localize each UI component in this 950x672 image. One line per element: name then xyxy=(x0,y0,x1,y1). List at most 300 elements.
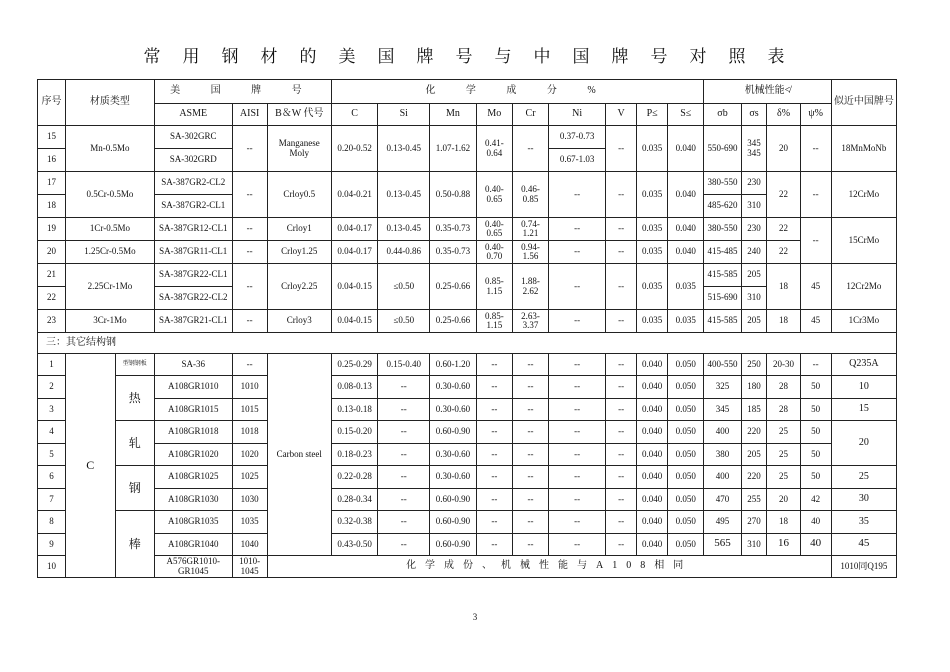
header-mn: Mn xyxy=(430,104,477,126)
si-cell: 0.13-0.45 xyxy=(378,172,430,218)
cn-cell: 30 xyxy=(831,488,896,511)
si-cell: 0.15-0.40 xyxy=(378,354,430,376)
aisi-cell: -- xyxy=(232,310,267,333)
cr-cell: -- xyxy=(512,126,548,172)
header-sb: σb xyxy=(704,104,741,126)
table-row xyxy=(38,376,897,399)
aisi-cell: 1018 xyxy=(232,421,267,444)
d-cell: 22 xyxy=(767,172,800,218)
mo-cell: -- xyxy=(476,398,512,421)
c-cell: 0.15-0.20 xyxy=(331,421,378,444)
c-cell: 0.43-0.50 xyxy=(331,533,378,556)
ni-cell: -- xyxy=(549,172,606,218)
ss-cell: 250 xyxy=(741,354,767,376)
psi-cell: 50 xyxy=(800,421,831,444)
ss-cell: 185 xyxy=(741,398,767,421)
p-cell: 0.035 xyxy=(637,126,668,172)
mo-cell: 0.41-0.64 xyxy=(476,126,512,172)
cr-cell: -- xyxy=(512,488,548,511)
psi-cell: 40 xyxy=(800,511,831,534)
v-cell: -- xyxy=(606,511,637,534)
v-cell: -- xyxy=(606,218,637,241)
mn-cell: 0.60-0.90 xyxy=(430,488,477,511)
header-asme: ASME xyxy=(154,104,232,126)
header-aisi: AISI xyxy=(232,104,267,126)
row-no: 15 xyxy=(38,126,66,149)
mo-cell: -- xyxy=(476,488,512,511)
row-no: 4 xyxy=(38,421,66,444)
c-cell: 0.13-0.18 xyxy=(331,398,378,421)
type-cell: 2.25Cr-1Mo xyxy=(65,264,154,310)
asme-cell: SA-36 xyxy=(154,354,232,376)
bw-cell: Carbon steel xyxy=(267,354,331,556)
page-number: 3 xyxy=(472,612,478,622)
row-no: 8 xyxy=(38,511,66,534)
mn-cell: 0.30-0.60 xyxy=(430,443,477,466)
table-row xyxy=(38,488,897,511)
row-no: 5 xyxy=(38,443,66,466)
cn-cell: 25 xyxy=(831,466,896,489)
ss-cell: 230 xyxy=(741,172,767,195)
row-no: 20 xyxy=(38,241,66,264)
type-cell: 1.25Cr-0.5Mo xyxy=(65,241,154,264)
asme-cell: A108GR1018 xyxy=(154,421,232,444)
header-cn: 似近中国牌号 xyxy=(831,80,896,126)
v-cell: -- xyxy=(606,241,637,264)
d-cell: 28 xyxy=(767,398,800,421)
cr-cell: 1.88-2.62 xyxy=(512,264,548,310)
aisi-cell: 1040 xyxy=(232,533,267,556)
bw-cell: Crloy0.5 xyxy=(267,172,331,218)
bw-cell: Manganese Moly xyxy=(267,126,331,172)
hot-rolled-label: 钢 xyxy=(115,466,154,511)
header-ni: Ni xyxy=(549,104,606,126)
cr-cell: -- xyxy=(512,533,548,556)
sb-cell: 380-550 xyxy=(704,172,741,195)
d-cell: 22 xyxy=(767,241,800,264)
psi-cell: 50 xyxy=(800,376,831,399)
ss-cell: 220 xyxy=(741,421,767,444)
d-cell: 25 xyxy=(767,443,800,466)
cn-cell: 35 xyxy=(831,511,896,534)
v-cell: -- xyxy=(606,376,637,399)
c-cell: 0.22-0.28 xyxy=(331,466,378,489)
bw-cell: Crloy1.25 xyxy=(267,241,331,264)
aisi-cell: 1030 xyxy=(232,488,267,511)
asme-cell: SA-387GR2-CL1 xyxy=(154,195,232,218)
row-no: 2 xyxy=(38,376,66,399)
header-bw: B＆W 代号 xyxy=(267,104,331,126)
ni-cell: -- xyxy=(549,488,606,511)
ni-cell: 0.37-0.73 xyxy=(549,126,606,149)
mo-cell: 0.85-1.15 xyxy=(476,264,512,310)
d-cell: 28 xyxy=(767,376,800,399)
cn-cell: 45 xyxy=(831,533,896,556)
table-row xyxy=(38,466,897,489)
hot-rolled-label: 热 xyxy=(115,376,154,421)
v-cell: -- xyxy=(606,443,637,466)
d-cell: 18 xyxy=(767,310,800,333)
table-row xyxy=(38,218,897,241)
mn-cell: 0.60-0.90 xyxy=(430,421,477,444)
v-cell: -- xyxy=(606,466,637,489)
cr-cell: -- xyxy=(512,376,548,399)
mo-cell: 0.40-0.70 xyxy=(476,241,512,264)
mo-cell: -- xyxy=(476,376,512,399)
asme-cell: SA-387GR22-CL1 xyxy=(154,264,232,287)
psi-cell: 45 xyxy=(800,310,831,333)
ss-cell: 310 xyxy=(741,287,767,310)
ni-cell: -- xyxy=(549,218,606,241)
sb-cell: 325 xyxy=(704,376,741,399)
row-no: 22 xyxy=(38,287,66,310)
header-psi: ψ% xyxy=(800,104,831,126)
mo-cell: -- xyxy=(476,354,512,376)
row-no: 16 xyxy=(38,149,66,172)
header-mo: Mo xyxy=(476,104,512,126)
psi-cell: 50 xyxy=(800,443,831,466)
mo-cell: -- xyxy=(476,533,512,556)
ss-cell: 345 345 xyxy=(741,126,767,172)
p-cell: 0.040 xyxy=(637,488,668,511)
section-heading: 三：其它结构钢 xyxy=(38,333,897,354)
cn-cell: 15 xyxy=(831,398,896,421)
s-cell: 0.040 xyxy=(668,126,704,172)
asme-cell: SA-302GRC xyxy=(154,126,232,149)
table-row xyxy=(38,126,897,149)
row-no: 1 xyxy=(38,354,66,376)
sb-cell: 400 xyxy=(704,421,741,444)
v-cell: -- xyxy=(606,172,637,218)
cr-cell: 2.63-3.37 xyxy=(512,310,548,333)
bw-cell: Crloy2.25 xyxy=(267,264,331,310)
cr-cell: 0.74-1.21 xyxy=(512,218,548,241)
p-cell: 0.040 xyxy=(637,421,668,444)
si-cell: ≤0.50 xyxy=(378,310,430,333)
v-cell: -- xyxy=(606,354,637,376)
si-cell: 0.13-0.45 xyxy=(378,126,430,172)
header-c: C xyxy=(331,104,378,126)
c-cell: 0.18-0.23 xyxy=(331,443,378,466)
type-cell: 0.5Cr-0.5Mo xyxy=(65,172,154,218)
aisi-cell: -- xyxy=(232,172,267,218)
d-cell: 20 xyxy=(767,126,800,172)
mo-cell: -- xyxy=(476,421,512,444)
ss-cell: 310 xyxy=(741,533,767,556)
sb-cell: 380-550 xyxy=(704,218,741,241)
row-no: 7 xyxy=(38,488,66,511)
ss-cell: 220 xyxy=(741,466,767,489)
asme-cell: SA-387GR22-CL2 xyxy=(154,287,232,310)
v-cell: -- xyxy=(606,421,637,444)
mn-cell: 0.30-0.60 xyxy=(430,398,477,421)
c-cell: 0.04-0.15 xyxy=(331,264,378,310)
psi-cell: 45 xyxy=(800,264,831,310)
cr-cell: -- xyxy=(512,421,548,444)
s-cell: 0.040 xyxy=(668,241,704,264)
p-cell: 0.035 xyxy=(637,241,668,264)
d-cell: 25 xyxy=(767,421,800,444)
asme-cell: A108GR1025 xyxy=(154,466,232,489)
mn-cell: 0.30-0.60 xyxy=(430,466,477,489)
c-cell: 0.20-0.52 xyxy=(331,126,378,172)
asme-cell: SA-302GRD xyxy=(154,149,232,172)
table-row xyxy=(38,172,897,195)
asme-cell: A576GR1010-GR1045 xyxy=(154,556,232,578)
table-row xyxy=(38,511,897,534)
v-cell: -- xyxy=(606,488,637,511)
p-cell: 0.040 xyxy=(637,354,668,376)
table-row xyxy=(38,241,897,264)
sb-cell: 470 xyxy=(704,488,741,511)
s-cell: 0.050 xyxy=(668,466,704,489)
cn-cell: 1010同Q195 xyxy=(831,556,896,578)
c-cell: 0.04-0.21 xyxy=(331,172,378,218)
cr-cell: 0.46-0.85 xyxy=(512,172,548,218)
d-cell: 20-30 xyxy=(767,354,800,376)
p-cell: 0.040 xyxy=(637,443,668,466)
s-cell: 0.050 xyxy=(668,421,704,444)
mn-cell: 1.07-1.62 xyxy=(430,126,477,172)
asme-cell: A108GR1020 xyxy=(154,443,232,466)
cn-cell: 12Cr2Mo xyxy=(831,264,896,310)
sb-cell: 400-550 xyxy=(704,354,741,376)
sb-cell: 565 xyxy=(704,533,741,556)
cr-cell: -- xyxy=(512,398,548,421)
s-cell: 0.035 xyxy=(668,264,704,310)
si-cell: -- xyxy=(378,488,430,511)
p-cell: 0.035 xyxy=(637,172,668,218)
p-cell: 0.040 xyxy=(637,466,668,489)
si-cell: ≤0.50 xyxy=(378,264,430,310)
v-cell: -- xyxy=(606,533,637,556)
aisi-cell: -- xyxy=(232,126,267,172)
d-cell: 25 xyxy=(767,466,800,489)
sb-cell: 345 xyxy=(704,398,741,421)
si-cell: -- xyxy=(378,376,430,399)
row-no: 23 xyxy=(38,310,66,333)
cr-cell: -- xyxy=(512,511,548,534)
aisi-cell: 1015 xyxy=(232,398,267,421)
mo-cell: 0.40-0.65 xyxy=(476,218,512,241)
s-cell: 0.050 xyxy=(668,398,704,421)
aisi-cell: -- xyxy=(232,218,267,241)
table-row xyxy=(38,264,897,287)
row-no: 19 xyxy=(38,218,66,241)
row-no: 10 xyxy=(38,556,66,578)
sb-cell: 400 xyxy=(704,466,741,489)
s-cell: 0.050 xyxy=(668,488,704,511)
d-cell: 22 xyxy=(767,218,800,241)
header-us-grade: 美 国 牌 号 xyxy=(154,80,331,104)
asme-cell: SA-387GR12-CL1 xyxy=(154,218,232,241)
sb-cell: 415-485 xyxy=(704,241,741,264)
psi-cell: 40 xyxy=(800,533,831,556)
asme-cell: A108GR1010 xyxy=(154,376,232,399)
sb-cell: 380 xyxy=(704,443,741,466)
cr-cell: -- xyxy=(512,466,548,489)
v-cell: -- xyxy=(606,264,637,310)
v-cell: -- xyxy=(606,310,637,333)
ni-cell: -- xyxy=(549,443,606,466)
sb-cell: 415-585 xyxy=(704,264,741,287)
ss-cell: 240 xyxy=(741,241,767,264)
p-cell: 0.040 xyxy=(637,398,668,421)
bw-cell: Crloy1 xyxy=(267,218,331,241)
v-cell: -- xyxy=(606,126,637,172)
ni-cell: -- xyxy=(549,354,606,376)
p-cell: 0.035 xyxy=(637,264,668,310)
mn-cell: 0.60-0.90 xyxy=(430,511,477,534)
type-cell: 1Cr-0.5Mo xyxy=(65,218,154,241)
si-cell: -- xyxy=(378,466,430,489)
header-si: Si xyxy=(378,104,430,126)
s-cell: 0.050 xyxy=(668,376,704,399)
d-cell: 20 xyxy=(767,488,800,511)
table-row xyxy=(38,421,897,444)
table-row xyxy=(38,354,897,376)
header-ss: σs xyxy=(741,104,767,126)
mn-cell: 0.50-0.88 xyxy=(430,172,477,218)
sb-cell: 495 xyxy=(704,511,741,534)
aisi-cell: 1010-1045 xyxy=(232,556,267,578)
row-no: 18 xyxy=(38,195,66,218)
asme-cell: A108GR1030 xyxy=(154,488,232,511)
c-cell: 0.32-0.38 xyxy=(331,511,378,534)
header-mech: 机械性能≮ xyxy=(704,80,831,104)
table-row xyxy=(38,443,897,466)
subtype-cell: 型钢钢板 xyxy=(115,354,154,376)
ni-cell: -- xyxy=(549,511,606,534)
s-cell: 0.050 xyxy=(668,443,704,466)
d-cell: 18 xyxy=(767,511,800,534)
aisi-cell: -- xyxy=(232,264,267,310)
psi-cell: 50 xyxy=(800,466,831,489)
psi-cell: 42 xyxy=(800,488,831,511)
row-no: 3 xyxy=(38,398,66,421)
same-as-a108-note: 化学成份、机械性能与A108相同 xyxy=(267,556,831,578)
table-row xyxy=(38,556,897,578)
c-cell: 0.04-0.15 xyxy=(331,310,378,333)
p-cell: 0.040 xyxy=(637,511,668,534)
bw-cell: Crloy3 xyxy=(267,310,331,333)
si-cell: 0.13-0.45 xyxy=(378,218,430,241)
psi-cell: -- xyxy=(800,354,831,376)
s-cell: 0.035 xyxy=(668,310,704,333)
mn-cell: 0.25-0.66 xyxy=(430,310,477,333)
aisi-cell: 1020 xyxy=(232,443,267,466)
p-cell: 0.035 xyxy=(637,218,668,241)
aisi-cell: 1025 xyxy=(232,466,267,489)
mo-cell: 0.40-0.65 xyxy=(476,172,512,218)
mo-cell: 0.85-1.15 xyxy=(476,310,512,333)
psi-cell: -- xyxy=(800,172,831,218)
table-row xyxy=(38,533,897,556)
ss-cell: 205 xyxy=(741,264,767,287)
aisi-cell: -- xyxy=(232,354,267,376)
mn-cell: 0.30-0.60 xyxy=(430,376,477,399)
s-cell: 0.050 xyxy=(668,533,704,556)
sb-cell: 515-690 xyxy=(704,287,741,310)
header-p: P≤ xyxy=(637,104,668,126)
si-cell: -- xyxy=(378,533,430,556)
mn-cell: 0.25-0.66 xyxy=(430,264,477,310)
d-cell: 16 xyxy=(767,533,800,556)
psi-cell: -- xyxy=(800,126,831,172)
ss-cell: 205 xyxy=(741,443,767,466)
cn-cell: Q235A xyxy=(831,354,896,376)
ss-cell: 180 xyxy=(741,376,767,399)
ss-cell: 230 xyxy=(741,218,767,241)
s-cell: 0.040 xyxy=(668,218,704,241)
ss-cell: 255 xyxy=(741,488,767,511)
ni-cell: -- xyxy=(549,376,606,399)
cn-cell: 18MnMoNb xyxy=(831,126,896,172)
c-cell: 0.04-0.17 xyxy=(331,241,378,264)
ni-cell: -- xyxy=(549,398,606,421)
mo-cell: -- xyxy=(476,466,512,489)
ni-cell: -- xyxy=(549,466,606,489)
asme-cell: A108GR1040 xyxy=(154,533,232,556)
cr-cell: -- xyxy=(512,443,548,466)
s-cell: 0.050 xyxy=(668,354,704,376)
header-d: δ% xyxy=(767,104,800,126)
mn-cell: 0.60-1.20 xyxy=(430,354,477,376)
psi-cell: -- xyxy=(800,218,831,264)
ni-cell: -- xyxy=(549,421,606,444)
aisi-cell: -- xyxy=(232,241,267,264)
type-cell: 3Cr-1Mo xyxy=(65,310,154,333)
cn-cell: 15CrMo xyxy=(831,218,896,264)
hot-rolled-label: 棒 xyxy=(115,511,154,578)
asme-cell: A108GR1035 xyxy=(154,511,232,534)
mn-cell: 0.35-0.73 xyxy=(430,241,477,264)
d-cell: 18 xyxy=(767,264,800,310)
header-v: V xyxy=(606,104,637,126)
ni-cell: -- xyxy=(549,241,606,264)
header-type: 材质类型 xyxy=(65,80,154,126)
row-no: 21 xyxy=(38,264,66,287)
v-cell: -- xyxy=(606,398,637,421)
mo-cell: -- xyxy=(476,511,512,534)
mn-cell: 0.60-0.90 xyxy=(430,533,477,556)
ni-cell: -- xyxy=(549,264,606,310)
p-cell: 0.035 xyxy=(637,310,668,333)
c-cell: 0.25-0.29 xyxy=(331,354,378,376)
page-title: 常用钢材的美国牌号与中国牌号对照表 xyxy=(143,47,807,66)
sb-cell: 415-585 xyxy=(704,310,741,333)
asme-cell: SA-387GR11-CL1 xyxy=(154,241,232,264)
mo-cell: -- xyxy=(476,443,512,466)
row-no: 9 xyxy=(38,533,66,556)
sb-cell: 485-620 xyxy=(704,195,741,218)
ss-cell: 205 xyxy=(741,310,767,333)
ss-cell: 310 xyxy=(741,195,767,218)
si-cell: -- xyxy=(378,443,430,466)
si-cell: -- xyxy=(378,421,430,444)
cr-cell: -- xyxy=(512,354,548,376)
si-cell: -- xyxy=(378,398,430,421)
si-cell: 0.44-0.86 xyxy=(378,241,430,264)
sb-cell: 550-690 xyxy=(704,126,741,172)
hot-rolled-label: 轧 xyxy=(115,421,154,466)
si-cell: -- xyxy=(378,511,430,534)
s-cell: 0.040 xyxy=(668,172,704,218)
asme-cell: A108GR1015 xyxy=(154,398,232,421)
grade-comparison-table xyxy=(37,79,897,578)
table-row xyxy=(38,310,897,333)
s-cell: 0.050 xyxy=(668,511,704,534)
